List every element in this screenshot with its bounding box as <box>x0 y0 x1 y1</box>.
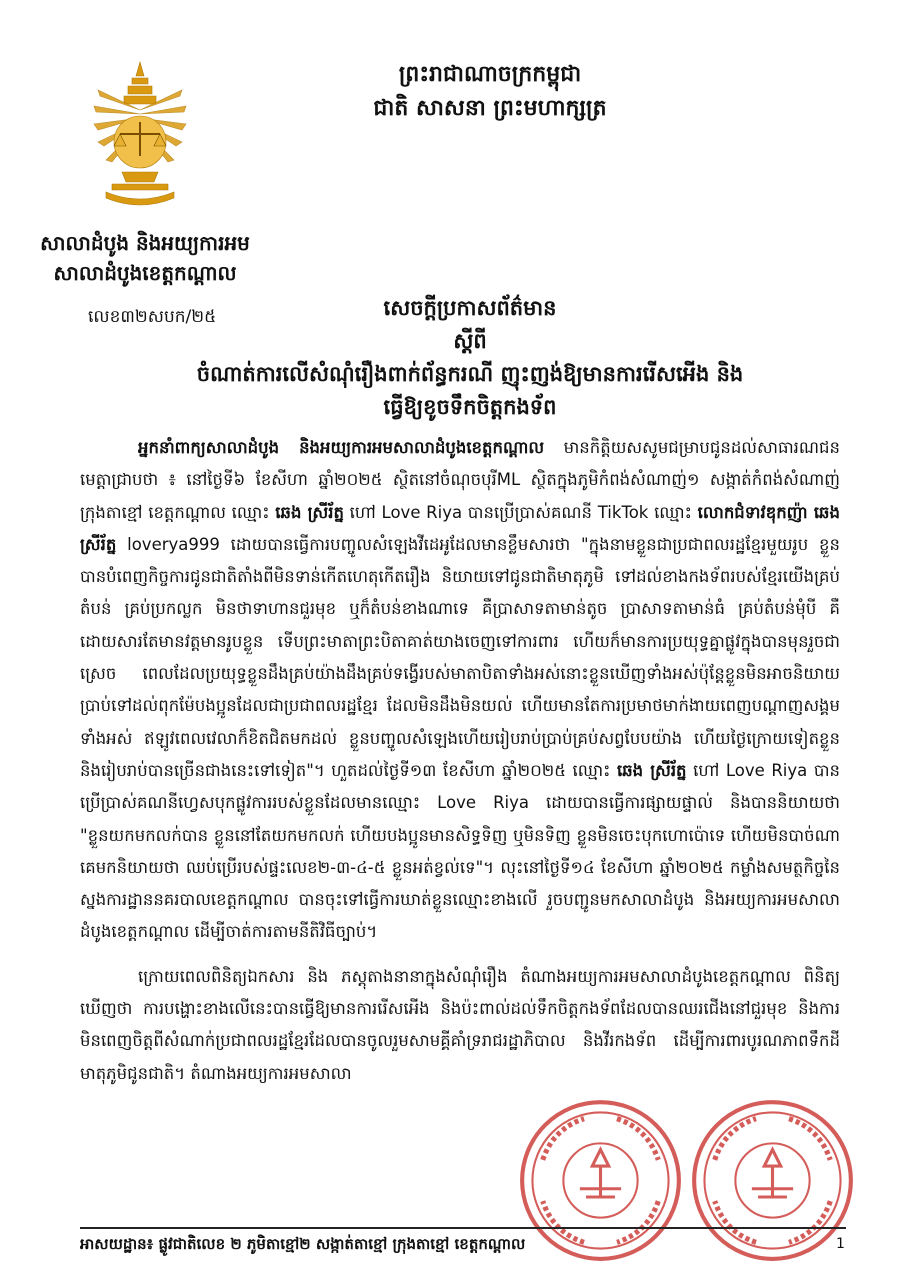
suspect-name: ឆេង ស្រីរ័ត្ន <box>275 502 344 522</box>
court-name <box>20 228 270 288</box>
title-line1: សេចក្ដីប្រកាសព័ត៌មាន <box>383 296 557 320</box>
p1-part-d: ហៅ Love Riya បានប្រើប្រាស់គណនីហ្វេសបុកផ្លូវការរបស់ខ្លួនដែលមានឈ្មោះ Love Riya ដោយបានធ្វើការផ្សាយផ្ទាល់ និងបាននិយាយថា "ខ្លួនយកមកលក់បាន ខ្លួននៅតែយកមកលក់ ហើយបងប្អូនមានសិទ្ធទិញ ឬមិនទិញ ខ្លួនមិនចេះបុកហោប៉ោទេ ហើយមិនបាច់ណាគេមកនិយាយថា ឈប់ប្រើរបស់ផ្ទះលេខ២-៣-៤-៥ ខ្លួនអត់ខ្វល់ទេ"។ លុះនៅថ្ងៃទី១៤ ខែសីហា ឆ្នាំ២០២៥ កម្លាំងសមត្ថកិច្ចនៃស្នងការដ្ឋាននគរបាលខេត្តកណ្ដាល បានចុះទៅធ្វើការឃាត់ខ្លួនឈ្មោះខាងលើ រួចបញ្ជូនមកសាលាដំបូង និងអយ្យការអមសាលាដំបូងខេត្តកណ្ដាល ដើម្បីចាត់ការតាមនីតិវិធីច្បាប់។ <box>80 760 841 942</box>
p1-part-c: loverya999 ដោយបានធ្វើការបញ្ចូលសំឡេងវីដេអូដែលមានខ្លឹមសារថា "ក្នុងនាមខ្លួនជាប្រជាពលរដ្ឋខ្មែរមួយរូប ខ្លួនបានបំពេញកិច្ចការជូនជាតិតាំងពីមិនទាន់កើតហេតុកើតរឿង និយាយទៅជូនជាតិមាតុភូមិ ទៅដល់ខាងកងទ័ពរបស់ខ្មែរយើងគ្រប់តំបន់ គ្រប់ប្រកល្លក មិនថាទាហានជួរមុខ ឬក៏តំបន់ខាងណាទេ គឺប្រាសាទតាមាន់តូច ប្រាសាទតាមាន់ធំ គ្រប់តំបន់មុំបី គឺដោយសារតែមានវត្តមានរូបខ្លួន ទើបព្រះមាតាព្រះបិតាគាត់យាងចេញទៅការពារ ហើយក៏មានការប្រយុទ្ធគ្នាផ្លូវក្នុងបានមុនរួចជាស្រេច ពេលដែលប្រយុទ្ធខ្លួនដឹងគ្រប់យ៉ាងដឹងគ្រប់ទង្វើរបស់មាតាបិតាទាំងអស់នោះខ្លួនឃើញទាំងអស់ប៉ុន្តែខ្លួនមិនអាចនិយាយប្រាប់ទៅដល់ពុកម៉ែបងប្អូនដែលជាប្រជាពលរដ្ឋខ្មែរ ដែលមិនដឹងមិនយល់ ហើយមានតែការប្រមាថមាក់ងាយពេញបណ្ដាញសង្គមទាំងអស់ ឥឡូវពេលវេលាក៏ខិតជិតមកដល់ ខ្លួនបញ្ចូលសំឡេងហើយរៀបរាប់ប្រាប់គ្រប់សព្វបែបយ៉ាង ហើយថ្ងៃក្រោយទៀតខ្លួន និងរៀបរាប់បានច្រើនជាងនេះទៅទៀត"។ ហួតដល់ថ្ងៃទី១៣ ខែសីហា ឆ្នាំ២០២៥ ឈ្មោះ <box>80 534 840 780</box>
title-line2: ស្ដីពី <box>453 329 487 353</box>
page-number: 1 <box>836 1236 845 1252</box>
paragraph-2: ក្រោយពេលពិនិត្យឯកសារ និង ភស្តុតាងនានាក្នុងសំណុំរឿង តំណាងអយ្យការអមសាលាដំបូងខេត្តកណ្ដាល ពិនិត្យឃើញថា ការបង្ហោះខាងលើនេះបានធ្វើឱ្យមានការរើសអើង និងប៉ះពាល់ដល់ទឹកចិត្តកងទ័ពដែលបានឈរជើងនៅជួរមុខ និងការមិនពេញចិត្តពីសំណាក់ប្រជាពលរដ្ឋខ្មែរដែលបានចូលរួមសាមគ្គីគាំទ្ររាជរដ្ឋាភិបាល និងវីរកងទ័ព ដើម្បីការពារបូរណភាពទឹកដីមាតុភូមិជូនជាតិ។ តំណាងអយ្យការអមសាលា <box>80 966 840 1083</box>
reference-number: លេខ៣២សបក/២៥ <box>88 307 217 327</box>
official-seal-icon <box>518 1098 683 1263</box>
court-emblem-icon <box>92 60 188 210</box>
kingdom-header <box>300 58 680 126</box>
document-title <box>110 292 830 424</box>
suspect-name-2: ឆេង ស្រីរ័ត្ន <box>616 760 687 780</box>
tiktok-account-name: លោកជំទាវឌុកញ៉ា ឆេង ស្រីរ័ត្ន <box>80 502 840 554</box>
spokesperson-lead: អ្នកនាំពាក្យសាលាដំបូង និងអយ្យការអមសាលាដំបូងខេត្តកណ្ដាល <box>138 438 545 457</box>
title-line3: ចំណាត់ការលើសំណុំរឿងពាក់ព័ន្ធករណី ញុះញង់ឱ្យមានការរើសអើង និង <box>196 362 744 386</box>
court-name-line1: សាលាដំបូង និងអយ្យការអម <box>40 231 250 255</box>
kingdom-line2: ជាតិ សាសនា ព្រះមហាក្សត្រ <box>373 96 607 121</box>
p1-part-a: មានកិត្តិយសសូមជម្រាបជូនដល់សាធារណជនមេត្តាជ្រាបថា ៖ នៅថ្ងៃទី៦ ខែសីហា ឆ្នាំ២០២៥ ស្ថិតនៅចំណុចបុរីML ស្ថិតក្នុងភូមិកំពង់សំណាញ់១ សង្កាត់កំពង់សំណាញ់ ក្រុងតាខ្មៅ ខេត្តកណ្ដាល ឈ្មោះ <box>80 438 840 522</box>
body-text <box>80 432 840 1090</box>
official-seal-icon-2 <box>690 1098 855 1263</box>
title-line4: ធ្វើឱ្យខូចទឹកចិត្តកងទ័ព <box>383 395 557 419</box>
kingdom-line1: ព្រះរាជាណាចក្រកម្ពុជា <box>398 62 582 87</box>
paragraph-1 <box>80 432 840 949</box>
court-name-line2: សាលាដំបូងខេត្តកណ្ដាល <box>53 261 237 285</box>
footer-address: អាសយដ្ឋាន៖ ផ្លូវជាតិលេខ ២ ភូមិតាខ្មៅ២ សង្កាត់តាខ្មៅ ក្រុងតាខ្មៅ ខេត្តកណ្ដាល <box>80 1235 526 1253</box>
p1-part-b: ហៅ Love Riya បានប្រើប្រាស់គណនី TikTok ឈ្មោះ <box>343 502 698 522</box>
footer-divider <box>80 1227 846 1229</box>
